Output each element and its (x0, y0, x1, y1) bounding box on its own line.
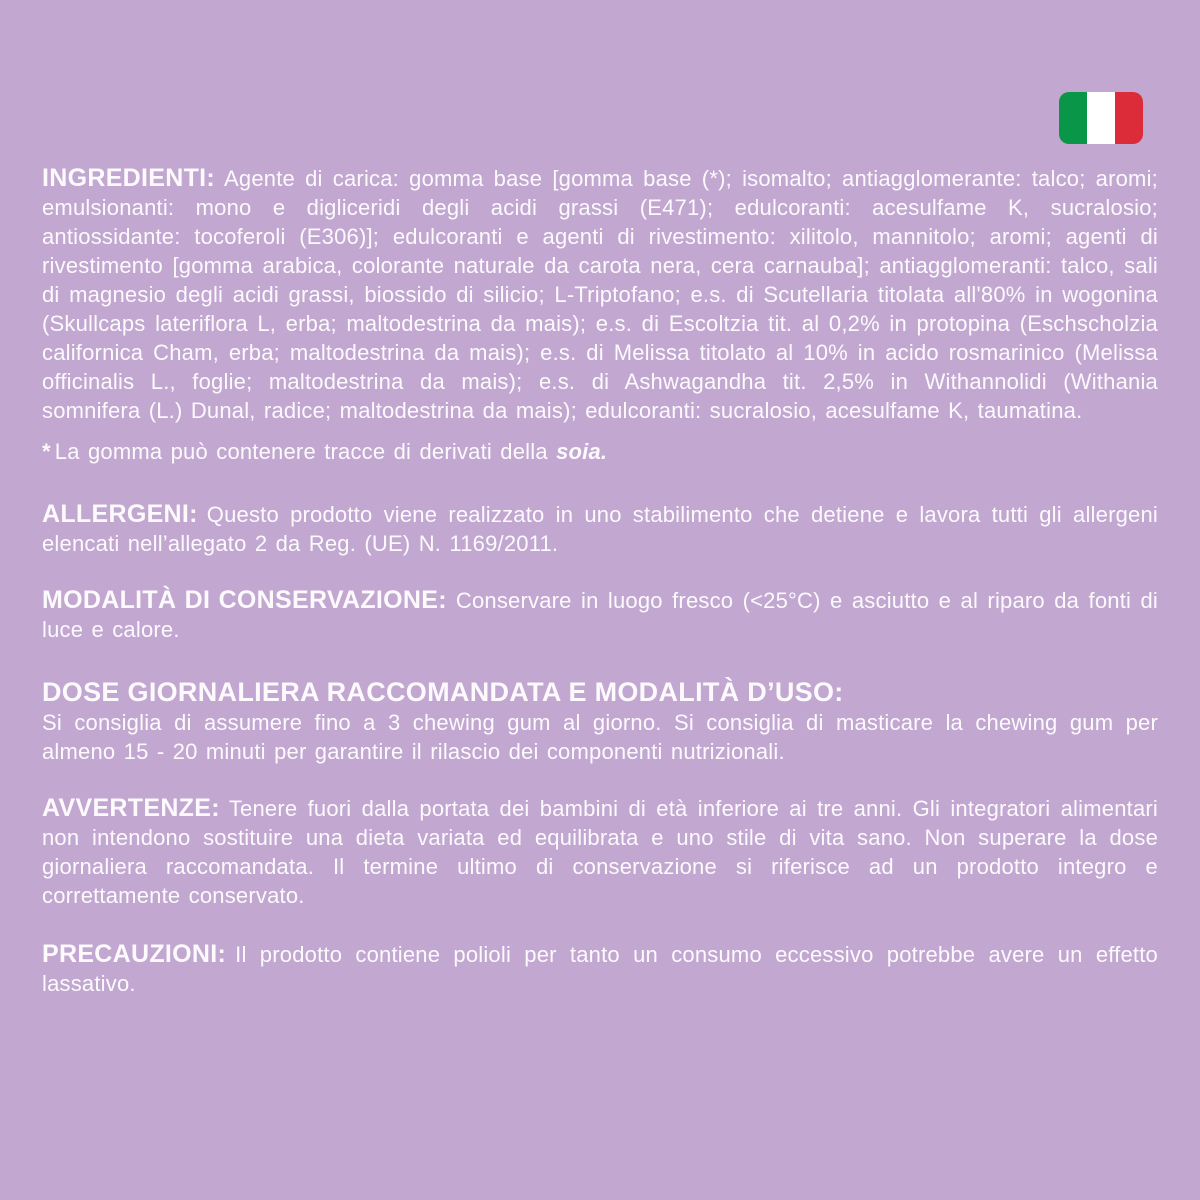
dose-body: Si consiglia di assumere fino a 3 chewing gum al giorno. Si consiglia di masticare la chewing gum per almeno 15 - 20 minuti per garantire il rilascio dei componenti nutrizionali. (42, 710, 1158, 764)
avvertenze-heading: AVVERTENZE: (42, 794, 220, 822)
ingredienti-body: Agente di carica: gomma base [gomma base (*); isomalto; antiagglomerante: talco; aromi; emulsionanti: mono e digliceridi degli acidi grassi (E471); edulcoranti: acesulfame K, sucralosio; antiossidante: tocoferoli (E306)]; edulcoranti e agenti di rivestimento: xilitolo, mannitolo; aromi; agenti di rivestimento [gomma arabica, colorante naturale da carota nera, cera carnauba]; antiagglomeranti: talco, sali di magnesio degli acidi grassi, biossido di silicio; L-Triptofano; e.s. di Scutellaria titolata all'80% in wogonina (Skullcaps lateriflora L, erba; maltodestrina da mais); e.s. di Escoltzia tit. al 0,2% in protopina (Eschscholzia californica Cham, erba; maltodestrina da mais); e.s. di Melissa titolato al 10% in acido rosmarinico (Melissa officinalis L., foglie; maltodestrina da mais); e.s. di Ashwagandha tit. 2,5% in Withannolidi (Withania somnifera (L.) Dunal, radice; maltodestrina da mais); edulcoranti: sucralosio, acesulfame K, taumatina. (42, 166, 1158, 423)
section-ingredienti (42, 164, 1158, 425)
flag-band-red (1115, 92, 1143, 144)
footnote-asterisk: * (42, 439, 51, 464)
section-avvertenze (42, 794, 1158, 910)
conservazione-body: Conservare in luogo fresco (<25°C) e asciutto e al riparo da fonti di luce e calore. (42, 588, 1159, 642)
italy-flag-icon (1059, 92, 1143, 144)
conservazione-heading: MODALITÀ DI CONSERVAZIONE: (42, 586, 447, 614)
precauzioni-heading: PRECAUZIONI: (42, 940, 227, 968)
ingredienti-heading: INGREDIENTI: (42, 164, 216, 192)
section-dose (42, 676, 1158, 766)
section-precauzioni (42, 940, 1158, 998)
allergeni-body: Questo prodotto viene realizzato in uno stabilimento che detiene e lavora tutti gli allergeni elencati nell’allegato 2 da Reg. (UE) N. 1169/2011. (42, 502, 1158, 556)
flag-band-white (1087, 92, 1115, 144)
precauzioni-body: Il prodotto contiene polioli per tanto un consumo eccessivo potrebbe avere un effetto lassativo. (42, 942, 1158, 996)
dose-heading: DOSE GIORNALIERA RACCOMANDATA E MODALITÀ D’USO: (42, 677, 844, 707)
label-content (42, 164, 1158, 998)
section-conservazione (42, 586, 1158, 644)
footnote-text: La gomma può contenere tracce di derivati della (54, 439, 557, 464)
soy-footnote (42, 437, 1158, 466)
flag-band-green (1059, 92, 1087, 144)
section-allergeni (42, 500, 1158, 558)
avvertenze-body: Tenere fuori dalla portata dei bambini di età inferiore ai tre anni. Gli integratori alimentari non intendono sostituire una dieta variata ed equilibrata e uno stile di vita sano. Non superare la dose giornaliera raccomandata. Il termine ultimo di conservazione si riferisce ad un prodotto integro e correttamente conservato. (42, 796, 1158, 908)
footnote-emphasis-soia: soia. (556, 439, 608, 464)
allergeni-heading: ALLERGENI: (42, 500, 198, 528)
